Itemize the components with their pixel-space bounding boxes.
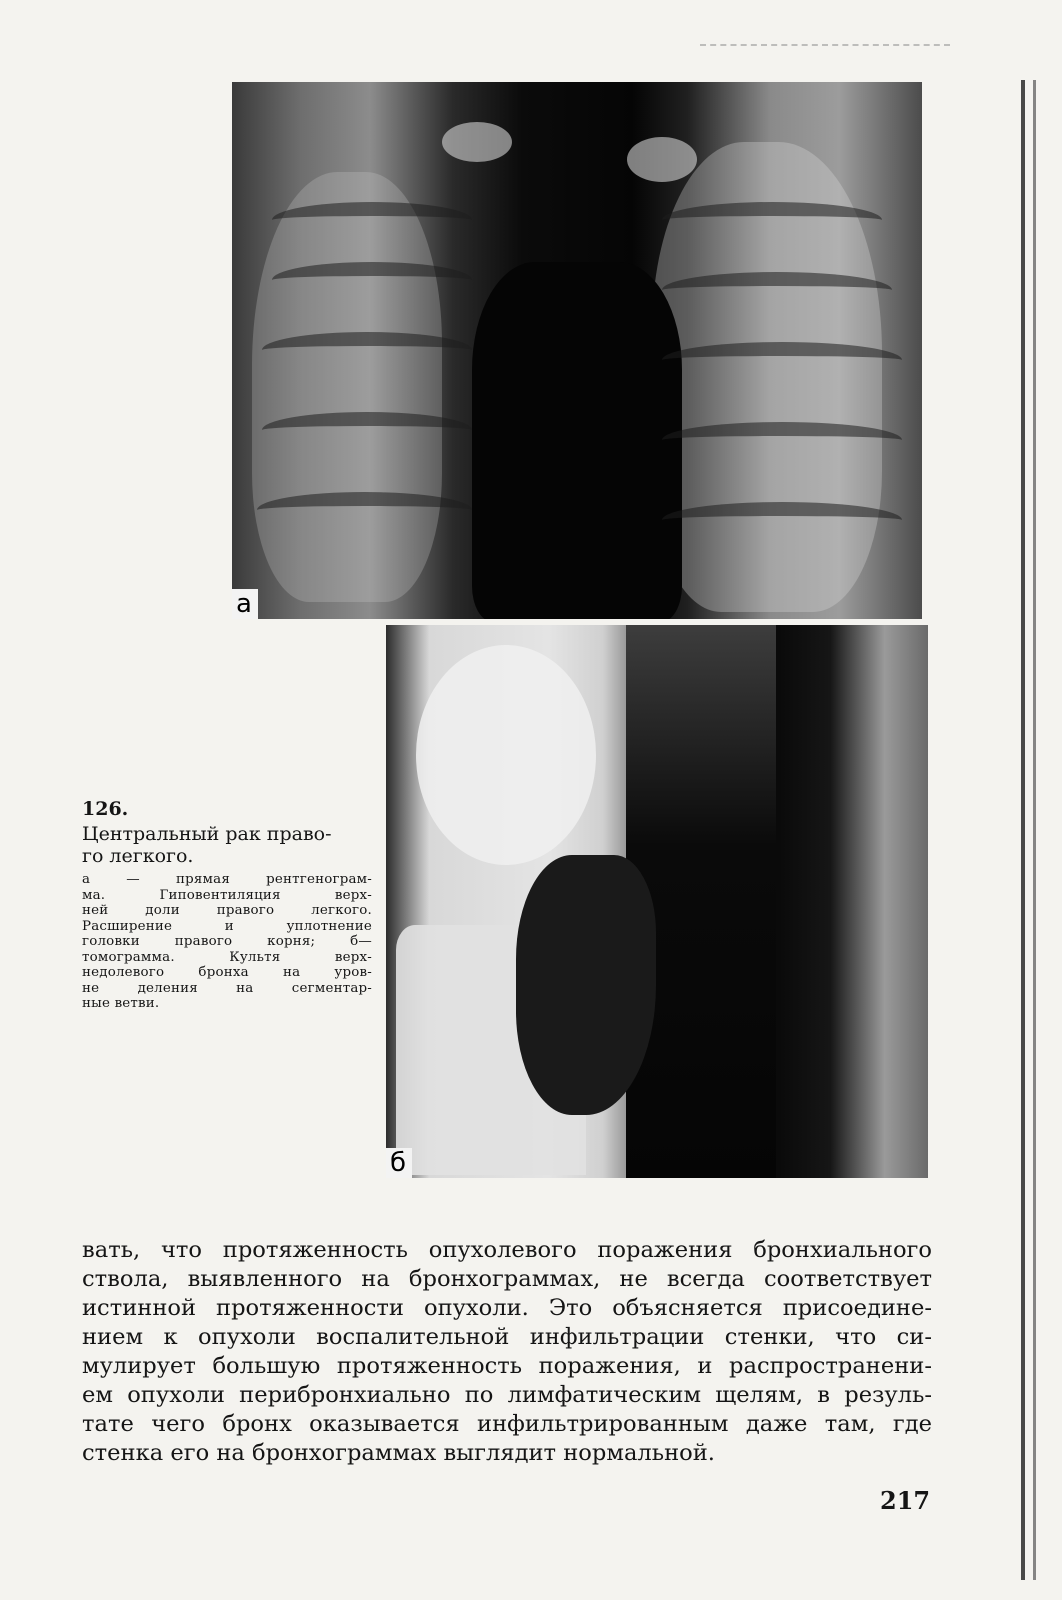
mediastinum-shadow bbox=[472, 262, 682, 619]
chest-xray-frontal bbox=[232, 82, 922, 619]
rib bbox=[662, 342, 902, 378]
rib bbox=[262, 332, 472, 368]
figure-number: 126. bbox=[82, 798, 129, 820]
figure-description-line: ные ветви. bbox=[82, 996, 160, 1011]
figure-description-line: а — прямая рентгенограм- bbox=[82, 872, 372, 887]
clavicle-left bbox=[442, 122, 512, 162]
body-line: стенка его на бронхограммах выглядит нормальной. bbox=[82, 1440, 715, 1466]
figure-title-line: го легкого. bbox=[82, 845, 194, 867]
figure-description-line: головки правого корня; б— bbox=[82, 934, 372, 949]
figure-title bbox=[82, 823, 382, 867]
panel-label-b: б bbox=[386, 1148, 412, 1178]
rib bbox=[662, 272, 892, 308]
figure-description-line: ма. Гиповентиляция верх- bbox=[82, 887, 372, 903]
figure-description-line: томограмма. Культя верх- bbox=[82, 949, 372, 965]
page-number: 217 bbox=[880, 1486, 931, 1515]
figure-description bbox=[82, 872, 372, 1012]
tomogram bbox=[386, 625, 928, 1178]
body-line: вать, что протяженность опухолевого поражения бронхиального bbox=[82, 1237, 932, 1263]
figure-description-line: не деления на сегментар- bbox=[82, 980, 372, 996]
rib bbox=[272, 202, 472, 238]
rib bbox=[257, 492, 472, 528]
figure-description-line: недолевого бронха на уров- bbox=[82, 965, 372, 980]
hilum-tumor-shadow bbox=[516, 855, 656, 1115]
page-spine-shadow-2 bbox=[1033, 80, 1036, 1580]
body-line: ем опухоли перибронхиально по лимфатическим щелям, в резуль- bbox=[82, 1382, 932, 1408]
rib bbox=[262, 412, 472, 448]
body-line: истинной протяженности опухоли. Это объясняется присоедине- bbox=[82, 1295, 932, 1321]
page-spine-shadow bbox=[1021, 80, 1025, 1580]
body-line: мулирует большую протяженность поражения, и распространени- bbox=[82, 1353, 932, 1379]
figure-description-line: Расширение и уплотнение bbox=[82, 918, 372, 934]
rib bbox=[662, 502, 902, 538]
body-line: ствола, выявленного на бронхограммах, не всегда соответствует bbox=[82, 1266, 932, 1292]
body-line: нием к опухоли воспалительной инфильтрации стенки, что си- bbox=[82, 1324, 932, 1350]
rib bbox=[662, 422, 902, 458]
figure-description-line: ней доли правого легкого. bbox=[82, 903, 372, 918]
rib bbox=[662, 202, 882, 238]
top-edge-marks bbox=[700, 44, 950, 46]
figure-title-line: Центральный рак право- bbox=[82, 823, 332, 845]
body-line: тате чего бронх оказывается инфильтрированным даже там, где bbox=[82, 1411, 932, 1437]
body-paragraph bbox=[82, 1236, 932, 1468]
rib bbox=[272, 262, 472, 298]
clavicle-right bbox=[627, 137, 697, 182]
lung-apex-light bbox=[416, 645, 596, 865]
panel-label-a: а bbox=[232, 589, 258, 619]
